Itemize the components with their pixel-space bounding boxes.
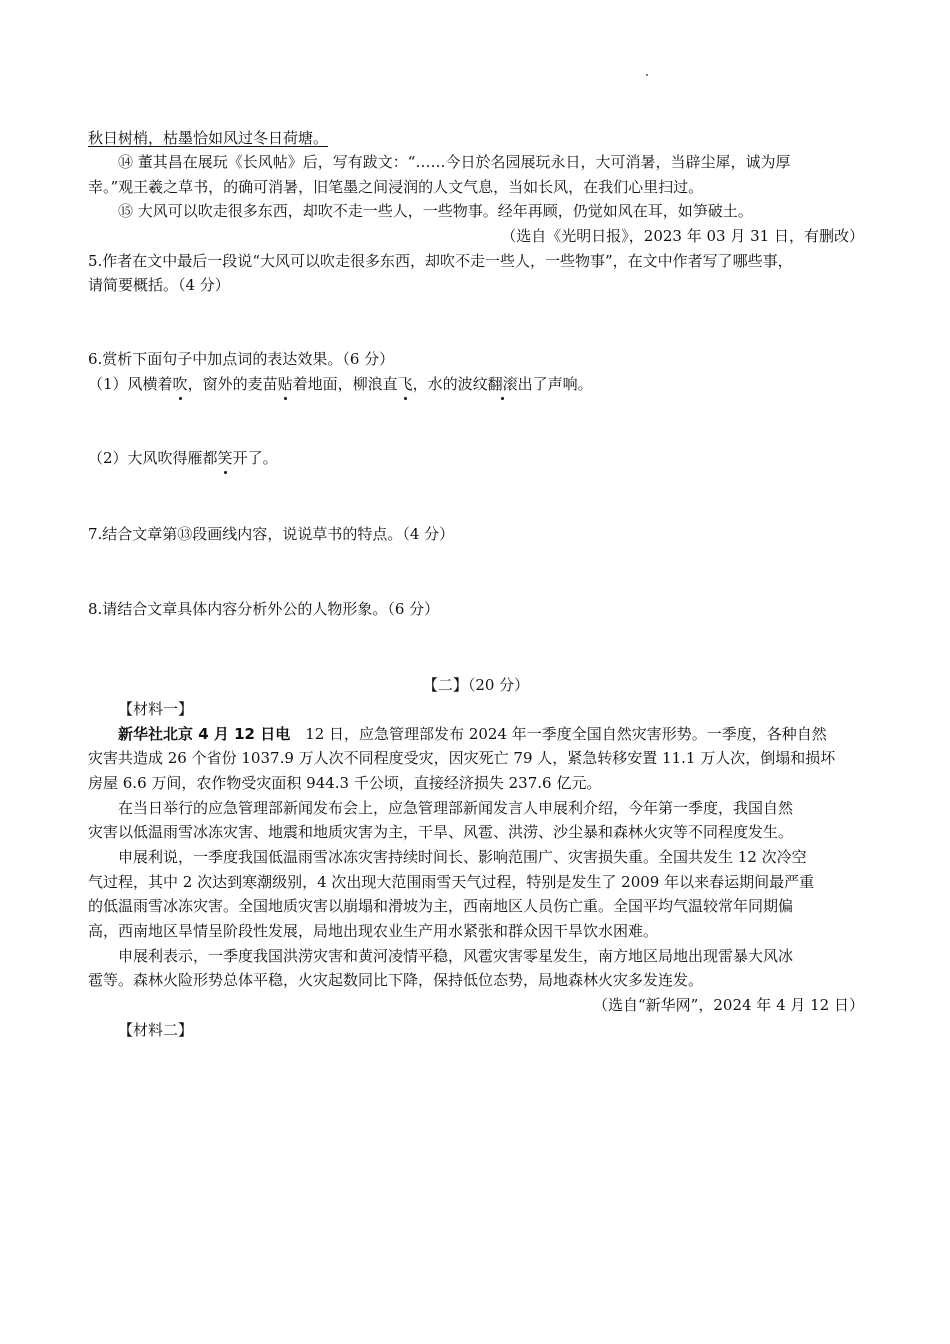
question-6-1	[88, 372, 864, 396]
question-6: 6.赏析下面句子中加点词的表达效果。（6 分）	[88, 350, 395, 368]
emphasized-word-fangun: 翻滚	[488, 372, 518, 396]
emphasized-word-tie: 贴	[278, 372, 293, 396]
emphasized-word-chui: 吹	[173, 372, 188, 396]
paragraph-15: ⑮ 大风可以吹走很多东西，却吹不走一些人，一些物事。经年再顾，仍觉如风在耳，如笋破土。	[118, 202, 753, 220]
q6-2-text-a: （2）大风吹得雁都	[88, 449, 218, 467]
q6-1-text-a: （1）风横着	[88, 375, 173, 393]
passage-line-13-end	[88, 126, 864, 150]
question-5-line-1: 5.作者在文中最后一段说“大风可以吹走很多东西，却吹不走一些人，一些物事”，在文中作者写了哪些事，	[88, 252, 793, 270]
para-1-line-1-text: 12 日，应急管理部发布 2024 年一季度全国自然灾害形势。一季度，各种自然	[290, 725, 827, 743]
page-mark-dot	[646, 74, 648, 76]
q6-1-text-b: ，窗外的麦苗	[187, 375, 278, 393]
material-1-para-3-line-3: 的低温雨雪冰冻灾害。全国地质灾害以崩塌和滑坡为主，西南地区人员伤亡重。全国平均气温较常年同期偏	[88, 897, 794, 915]
material-1-para-3-line-4: 高，西南地区旱情呈阶段性发展，局地出现农业生产用水紧张和群众因干旱饮水困难。	[88, 922, 659, 940]
q6-1-text-c: 着地面，柳浪直	[292, 375, 398, 393]
question-7: 7.结合文章第⑬段画线内容，说说草书的特点。（4 分）	[88, 525, 455, 543]
material-1-label: 【材料一】	[118, 700, 194, 718]
emphasized-word-fei: 飞	[398, 372, 413, 396]
dateline: 新华社北京 4 月 12 日电	[118, 725, 291, 743]
material-2-label: 【材料二】	[118, 1021, 194, 1039]
paragraph-14-line-2: 幸。”观王羲之草书，的确可消暑，旧笔墨之间浸润的人文气息，当如长风，在我们心里扫过。	[88, 178, 704, 196]
material-1-para-2-line-2: 灾害以低温雨雪冰冻灾害、地震和地质灾害为主，干旱、风雹、洪涝、沙尘暴和森林火灾等不同程度发生。	[88, 823, 794, 841]
material-1-para-3-line-1: 申展利说，一季度我国低温雨雪冰冻灾害持续时间长、影响范围广、灾害损失重。全国共发生 12 次冷空	[118, 848, 807, 866]
material-1-para-4-line-2: 雹等。森林火险形势总体平稳，火灾起数同比下降，保持低位态势，局地森林火灾多发连发。	[88, 971, 704, 989]
material-1-para-4-line-1: 申展利表示，一季度我国洪涝灾害和黄河凌情平稳，风雹灾害零星发生，南方地区局地出现雷暴大风冰	[118, 947, 794, 965]
q6-2-text-b: 开了。	[232, 449, 278, 467]
q6-1-text-d: ，水的波纹	[412, 375, 488, 393]
material-1-source: （选自“新华网”，2024 年 4 月 12 日）	[593, 996, 864, 1014]
passage-source: （选自《光明日报》，2023 年 03 月 31 日，有删改）	[501, 227, 864, 245]
underlined-text: 秋日树梢，枯墨恰如风过冬日荷塘。	[88, 129, 329, 147]
material-1-para-3-line-2: 气过程，其中 2 次达到寒潮级别，4 次出现大范围雨雪天气过程，特别是发生了 2009 年以来春运期间最严重	[88, 873, 815, 891]
material-1-para-1-line-2: 灾害共造成 26 个省份 1037.9 万人次不同程度受灾，因灾死亡 79 人，紧急转移安置 11.1 万人次，倒塌和损坏	[88, 749, 836, 767]
material-1-para-1-line-1	[88, 722, 864, 746]
question-6-2	[88, 446, 864, 470]
material-1-para-2-line-1: 在当日举行的应急管理部新闻发布会上，应急管理部新闻发言人申展利介绍，今年第一季度，我国自然	[118, 799, 794, 817]
emphasized-word-xiao: 笑	[218, 446, 233, 470]
section-2-heading: 【二】（20 分）	[422, 676, 530, 694]
paragraph-14-line-1: ⑭ 董其昌在展玩《长风帖》后，写有跋文：“……今日於名园展玩永日，大可消暑，当辟尘犀，诚为厚	[118, 153, 791, 171]
question-5-line-2: 请简要概括。（4 分）	[88, 276, 230, 294]
material-1-para-1-line-3: 房屋 6.6 万间，农作物受灾面积 944.3 千公顷，直接经济损失 237.6 亿元。	[88, 774, 602, 792]
question-8: 8.请结合文章具体内容分析外公的人物形象。（6 分）	[88, 600, 440, 618]
q6-1-text-f: 出了声响。	[517, 375, 593, 393]
